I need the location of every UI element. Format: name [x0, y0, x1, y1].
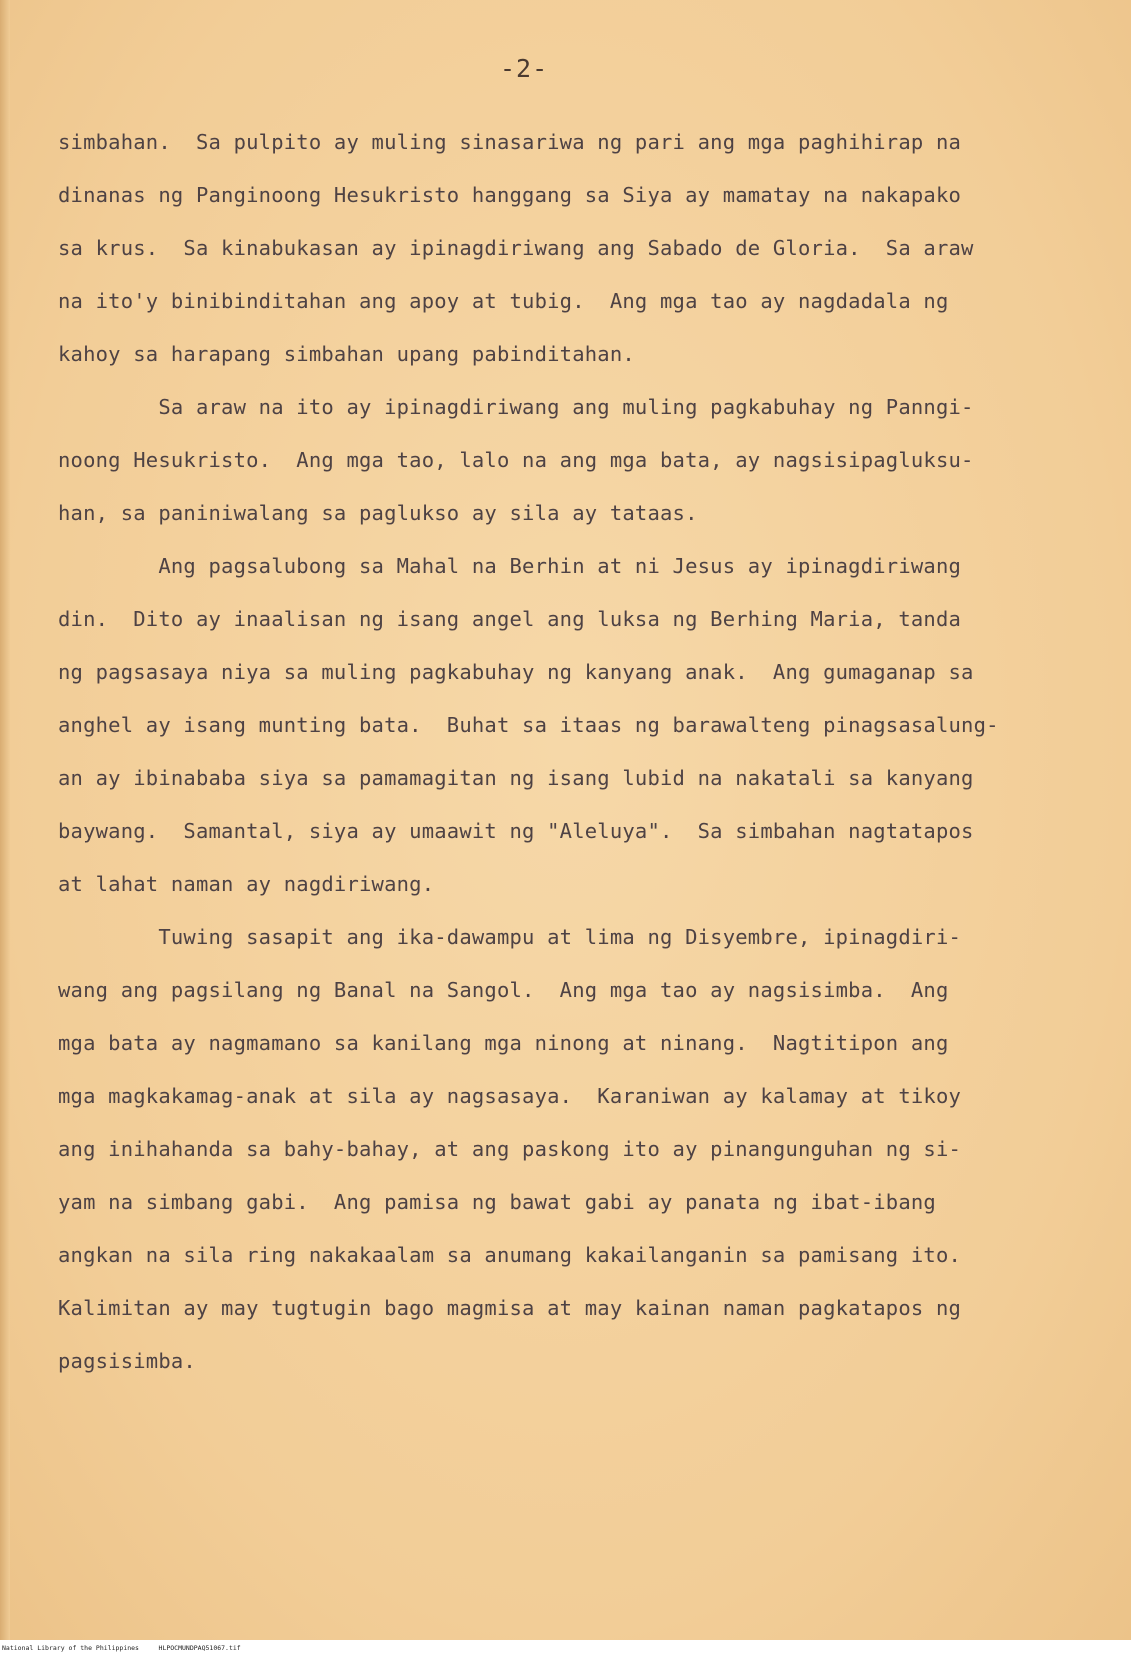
- text-line: din. Dito ay inaalisan ng isang angel ang luksa ng Berhing Maria, tanda: [58, 607, 962, 631]
- page-edge-shadow: [0, 0, 10, 1640]
- text-line: mga bata ay nagmamano sa kanilang mga ninong at ninang. Nagtitipon ang: [58, 1031, 949, 1055]
- text-line: mga magkakamag-anak at sila ay nagsasaya. Karaniwan ay kalamay at tikoy: [58, 1084, 962, 1108]
- text-line: angkan na sila ring nakakaalam sa anumang kakailanganin sa pamisang ito.: [58, 1243, 962, 1267]
- text-line: at lahat naman ay nagdiriwang.: [58, 872, 435, 896]
- text-line: yam na simbang gabi. Ang pamisa ng bawat gabi ay panata ng ibat-ibang: [58, 1190, 936, 1214]
- text-line: dinanas ng Panginoong Hesukristo hanggang sa Siya ay mamatay na nakapako: [58, 183, 962, 207]
- text-line: wang ang pagsilang ng Banal na Sangol. Ang mga tao ay nagsisimba. Ang: [58, 978, 949, 1002]
- text-line: han, sa paniniwalang sa paglukso ay sila ay tataas.: [58, 501, 698, 525]
- text-line: an ay ibinababa siya sa pamamagitan ng isang lubid na nakatali sa kanyang: [58, 766, 974, 790]
- text-line: Kalimitan ay may tugtugin bago magmisa at may kainan naman pagkatapos ng: [58, 1296, 962, 1320]
- text-line: na ito'y binibinditahan ang apoy at tubig. Ang mga tao ay nagdadala ng: [58, 289, 949, 313]
- text-line: sa krus. Sa kinabukasan ay ipinagdiriwang ang Sabado de Gloria. Sa araw: [58, 236, 974, 260]
- text-line: simbahan. Sa pulpito ay muling sinasariwa ng pari ang mga paghihirap na: [58, 130, 962, 154]
- text-line: Sa araw na ito ay ipinagdiriwang ang muling pagkabuhay ng Panngi-: [58, 395, 974, 419]
- text-line: ng pagsasaya niya sa muling pagkabuhay ng kanyang anak. Ang gumaganap sa: [58, 660, 974, 684]
- footer-caption: National Library of the Philippines HLPOCMUNDPAQ51067.tif: [2, 1644, 241, 1652]
- text-line: baywang. Samantal, siya ay umaawit ng "Aleluya". Sa simbahan nagtatapos: [58, 819, 974, 843]
- text-line: anghel ay isang munting bata. Buhat sa itaas ng barawalteng pinagsasalung-: [58, 713, 999, 737]
- text-line: ang inihahanda sa bahy-bahay, at ang paskong ito ay pinangunguhan ng si-: [58, 1137, 962, 1161]
- text-line: Ang pagsalubong sa Mahal na Berhin at ni Jesus ay ipinagdiriwang: [58, 554, 962, 578]
- text-line: pagsisimba.: [58, 1349, 196, 1373]
- text-line: noong Hesukristo. Ang mga tao, lalo na ang mga bata, ay nagsisipagluksu-: [58, 448, 974, 472]
- page-number: -2-: [500, 54, 549, 83]
- text-line: kahoy sa harapang simbahan upang pabinditahan.: [58, 342, 635, 366]
- text-line: Tuwing sasapit ang ika-dawampu at lima ng Disyembre, ipinagdiri-: [58, 925, 962, 949]
